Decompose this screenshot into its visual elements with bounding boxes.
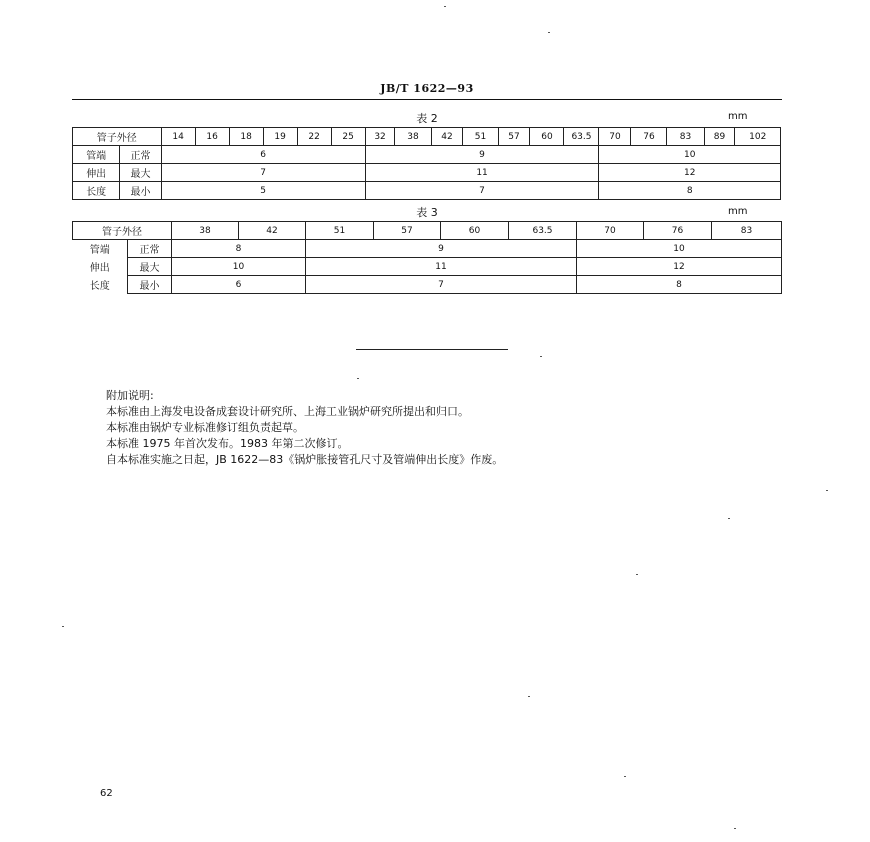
table2-diameter: 60: [530, 128, 564, 146]
table3-diameter: 38: [172, 222, 239, 240]
table2-diameter: 14: [161, 128, 195, 146]
additional-notes: [106, 388, 746, 468]
table2-diameter: 76: [631, 128, 667, 146]
table3-group-label-line: 管端: [89, 245, 110, 257]
table2-cell: 12: [599, 164, 781, 182]
table2: [72, 127, 781, 200]
table3-header-row: [73, 222, 782, 240]
table3-cell: 8: [172, 240, 306, 258]
table3-cell: 10: [577, 240, 782, 258]
scan-speck: [826, 490, 828, 491]
table2-diameter: 83: [667, 128, 704, 146]
table2-header-row: [73, 128, 781, 146]
table2-diameter: 70: [599, 128, 631, 146]
table2-group-label-line: 管端: [73, 146, 120, 164]
table3-diameter: 70: [577, 222, 644, 240]
notes-line: 自本标准实施之日起，JB 1622—83《锅炉胀接管孔尺寸及管端伸出长度》作废。: [106, 453, 504, 466]
section-divider: [356, 349, 508, 350]
table3-caption: 表 3: [416, 206, 438, 219]
table3-diameter: 42: [239, 222, 306, 240]
table2-diameter: 51: [463, 128, 498, 146]
table2-diameter: 25: [331, 128, 365, 146]
table3-group-label-line: 长度: [89, 281, 110, 292]
scan-speck: [734, 828, 736, 829]
notes-line: 本标准由锅炉专业标准修订组负责起草。: [106, 421, 304, 434]
table2-cell: 5: [161, 182, 365, 200]
table2-cell: 6: [161, 146, 365, 164]
scan-speck: [624, 776, 626, 777]
table2-row-min: [73, 182, 781, 200]
scan-speck: [728, 518, 730, 519]
table3-cell: 10: [172, 258, 306, 276]
table2-diameter: 16: [195, 128, 229, 146]
notes-title: 附加说明:: [106, 389, 154, 402]
table2-diameter: 32: [365, 128, 395, 146]
table2-diameter: 63.5: [564, 128, 599, 146]
table3-diameter: 60: [441, 222, 509, 240]
scan-speck: [62, 626, 64, 627]
table2-col-header-label: 管子外径: [73, 128, 162, 146]
table3-row-label: 正常: [128, 240, 172, 258]
table3-cell: 12: [577, 258, 782, 276]
table2-cell: 10: [599, 146, 781, 164]
table3-cell: 7: [306, 276, 577, 294]
scan-speck: [357, 378, 359, 379]
table3-col-header-label: 管子外径: [73, 222, 172, 240]
table3-cell: 9: [306, 240, 577, 258]
table3-cell: 8: [577, 276, 782, 294]
table2-cell: 7: [161, 164, 365, 182]
standard-number-header: JB/T 1622—93: [380, 82, 474, 95]
table3-diameter: 63.5: [509, 222, 577, 240]
table3-diameter: 57: [374, 222, 441, 240]
table2-diameter: 89: [704, 128, 735, 146]
table3-diameter: 51: [306, 222, 374, 240]
table3-row-min: [73, 276, 782, 294]
table3-unit: mm: [728, 206, 748, 217]
table2-diameter: 19: [263, 128, 297, 146]
table2-cell: 8: [599, 182, 781, 200]
notes-line: 本标准由上海发电设备成套设计研究所、上海工业锅炉研究所提出和归口。: [106, 405, 469, 418]
table2-row-label: 最小: [120, 182, 161, 200]
notes-line: 本标准 1975 年首次发布。1983 年第二次修订。: [106, 437, 349, 450]
scan-speck: [444, 6, 446, 7]
table3-diameter: 76: [644, 222, 712, 240]
table2-row-label: 最大: [120, 164, 161, 182]
table2-diameter: 22: [297, 128, 331, 146]
table2-cell: 9: [365, 146, 599, 164]
scan-speck: [528, 696, 530, 697]
table3-cell: 6: [172, 276, 306, 294]
scan-speck: [636, 574, 638, 575]
table3: [72, 221, 782, 294]
table2-group-label-line: 长度: [73, 182, 120, 200]
table3-row-max: [73, 258, 782, 276]
table3-cell: 11: [306, 258, 577, 276]
table2-diameter: 102: [735, 128, 781, 146]
table2-row-normal: [73, 146, 781, 164]
table2-diameter: 42: [431, 128, 463, 146]
table2-cell: 7: [365, 182, 599, 200]
table3-group-label-line: 伸出: [89, 263, 110, 274]
table2-unit: mm: [728, 111, 748, 122]
table2-group-label-line: 伸出: [73, 164, 120, 182]
table3-row-label: 最小: [128, 276, 172, 294]
table2-diameter: 38: [395, 128, 431, 146]
table2-row-max: [73, 164, 781, 182]
table3-diameter: 83: [712, 222, 782, 240]
table2-caption: 表 2: [416, 112, 438, 125]
scan-speck: [540, 356, 542, 357]
table3-row-normal: [73, 240, 782, 258]
scan-speck: [548, 32, 550, 33]
page-number: 62: [100, 788, 113, 799]
table2-diameter: 57: [498, 128, 530, 146]
table2-cell: 11: [365, 164, 599, 182]
header-rule: [72, 99, 782, 100]
table2-diameter: 18: [229, 128, 263, 146]
table2-row-label: 正常: [120, 146, 161, 164]
table3-row-label: 最大: [128, 258, 172, 276]
